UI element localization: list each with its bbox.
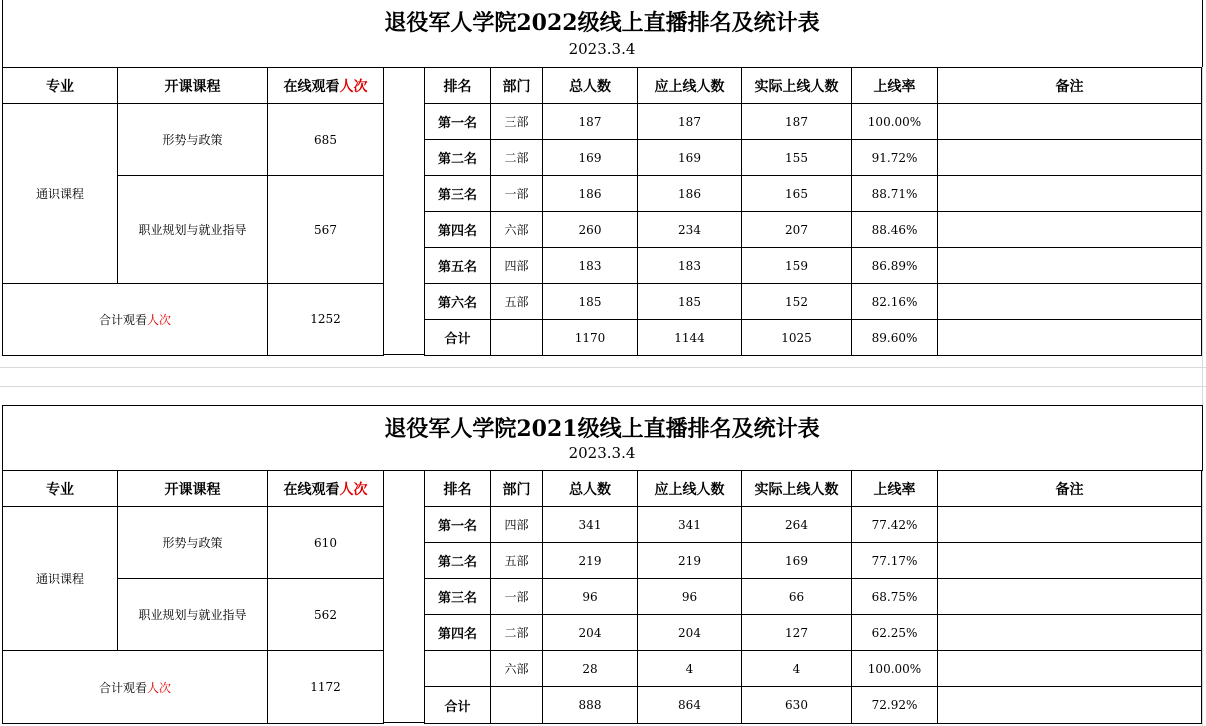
table-row xyxy=(425,104,1202,140)
table-row xyxy=(425,579,1202,615)
dept-cell: 二部 xyxy=(491,615,543,651)
total-cell: 96 xyxy=(543,579,638,615)
note-cell xyxy=(938,687,1202,724)
course-name: 形势与政策 xyxy=(118,104,268,176)
course-name: 职业规划与就业指导 xyxy=(118,579,268,651)
dept-cell: 四部 xyxy=(491,507,543,543)
total-label-text: 合计观看 xyxy=(98,312,147,327)
rank-cell: 第二名 xyxy=(425,543,491,579)
table-row xyxy=(425,176,1202,212)
expected-cell: 185 xyxy=(638,284,742,320)
rank-cell: 第三名 xyxy=(425,176,491,212)
total-cell: 169 xyxy=(543,140,638,176)
dept-cell: 三部 xyxy=(491,104,543,140)
table-date: 2023.3.4 xyxy=(568,444,636,462)
total-cell: 888 xyxy=(543,687,638,724)
rank-cell: 第一名 xyxy=(425,104,491,140)
course-table xyxy=(2,470,384,724)
dept-cell: 四部 xyxy=(491,248,543,284)
dept-cell xyxy=(491,320,543,356)
total-row xyxy=(425,320,1202,356)
expected-cell: 864 xyxy=(638,687,742,724)
total-label-unit: 人次 xyxy=(147,680,172,695)
note-cell xyxy=(938,543,1202,579)
table-row xyxy=(425,140,1202,176)
header-expected: 应上线人数 xyxy=(638,471,742,507)
table-row xyxy=(425,651,1202,687)
expected-cell: 186 xyxy=(638,176,742,212)
total-row xyxy=(425,687,1202,724)
course-name: 职业规划与就业指导 xyxy=(118,176,268,283)
course-table xyxy=(2,67,384,356)
course-views: 610 xyxy=(268,507,384,579)
note-cell xyxy=(938,320,1202,356)
total-views: 1252 xyxy=(268,283,384,355)
header-rank: 排名 xyxy=(425,68,491,104)
header-dept: 部门 xyxy=(491,471,543,507)
note-cell xyxy=(938,140,1202,176)
rank-cell: 第六名 xyxy=(425,284,491,320)
note-cell xyxy=(938,284,1202,320)
actual-cell: 66 xyxy=(742,579,852,615)
total-label-text: 合计观看 xyxy=(98,680,147,695)
rate-cell: 68.75% xyxy=(852,579,938,615)
table-title: 退役军人学院2022级线上直播排名及统计表 xyxy=(384,10,820,36)
rate-cell: 100.00% xyxy=(852,104,938,140)
total-label-unit: 人次 xyxy=(147,312,172,327)
note-cell xyxy=(938,212,1202,248)
dept-cell: 六部 xyxy=(491,651,543,687)
table-row xyxy=(425,615,1202,651)
sheet-gridline xyxy=(0,367,1206,368)
rate-cell: 89.60% xyxy=(852,320,938,356)
rate-cell: 82.16% xyxy=(852,284,938,320)
column-gap xyxy=(383,470,424,723)
table-row xyxy=(425,507,1202,543)
header-views-label: 在线观看 xyxy=(283,78,340,95)
actual-cell: 127 xyxy=(742,615,852,651)
header-expected: 应上线人数 xyxy=(638,68,742,104)
rank-cell: 第四名 xyxy=(425,615,491,651)
note-cell xyxy=(938,579,1202,615)
table-row xyxy=(425,212,1202,248)
rank-cell xyxy=(425,651,491,687)
rank-cell: 第五名 xyxy=(425,248,491,284)
actual-cell: 155 xyxy=(742,140,852,176)
header-rate: 上线率 xyxy=(852,471,938,507)
actual-cell: 4 xyxy=(742,651,852,687)
expected-cell: 234 xyxy=(638,212,742,248)
total-views: 1172 xyxy=(268,651,384,724)
rate-cell: 100.00% xyxy=(852,651,938,687)
header-actual: 实际上线人数 xyxy=(742,471,852,507)
header-views-unit: 人次 xyxy=(339,481,368,498)
total-cell: 185 xyxy=(543,284,638,320)
expected-cell: 169 xyxy=(638,140,742,176)
expected-cell: 4 xyxy=(638,651,742,687)
total-cell: 183 xyxy=(543,248,638,284)
rate-cell: 88.71% xyxy=(852,176,938,212)
category-cell: 通识课程 xyxy=(3,104,118,284)
expected-cell: 219 xyxy=(638,543,742,579)
rate-cell: 86.89% xyxy=(852,248,938,284)
note-cell xyxy=(938,176,1202,212)
total-cell: 187 xyxy=(543,104,638,140)
header-total: 总人数 xyxy=(543,471,638,507)
dept-cell: 二部 xyxy=(491,140,543,176)
sheet-gridline xyxy=(1202,0,1203,726)
header-views xyxy=(268,68,384,104)
dept-cell xyxy=(491,687,543,724)
actual-cell: 187 xyxy=(742,104,852,140)
dept-cell: 六部 xyxy=(491,212,543,248)
rate-cell: 77.42% xyxy=(852,507,938,543)
expected-cell: 187 xyxy=(638,104,742,140)
dept-cell: 五部 xyxy=(491,543,543,579)
header-views xyxy=(268,471,384,507)
ranking-table xyxy=(424,67,1202,356)
actual-cell: 1025 xyxy=(742,320,852,356)
actual-cell: 169 xyxy=(742,543,852,579)
table-date: 2023.3.4 xyxy=(568,40,636,58)
total-cell: 28 xyxy=(543,651,638,687)
actual-cell: 165 xyxy=(742,176,852,212)
header-major: 专业 xyxy=(3,68,118,104)
rate-cell: 77.17% xyxy=(852,543,938,579)
rate-cell: 91.72% xyxy=(852,140,938,176)
actual-cell: 152 xyxy=(742,284,852,320)
total-cell: 186 xyxy=(543,176,638,212)
table-row xyxy=(425,543,1202,579)
header-note: 备注 xyxy=(938,68,1202,104)
rate-cell: 62.25% xyxy=(852,615,938,651)
header-note: 备注 xyxy=(938,471,1202,507)
header-rank: 排名 xyxy=(425,471,491,507)
total-cell: 341 xyxy=(543,507,638,543)
course-name: 形势与政策 xyxy=(118,507,268,579)
header-actual: 实际上线人数 xyxy=(742,68,852,104)
header-views-unit: 人次 xyxy=(339,78,368,95)
rank-cell: 第四名 xyxy=(425,212,491,248)
course-views: 562 xyxy=(268,579,384,651)
total-cell: 204 xyxy=(543,615,638,651)
header-course: 开课课程 xyxy=(118,471,268,507)
header-rate: 上线率 xyxy=(852,68,938,104)
expected-cell: 96 xyxy=(638,579,742,615)
sheet-gridline xyxy=(0,386,1206,387)
rate-cell: 88.46% xyxy=(852,212,938,248)
actual-cell: 630 xyxy=(742,687,852,724)
table-row xyxy=(425,248,1202,284)
rank-cell: 第三名 xyxy=(425,579,491,615)
note-cell xyxy=(938,651,1202,687)
rank-cell: 合计 xyxy=(425,687,491,724)
column-gap xyxy=(383,67,424,355)
expected-cell: 204 xyxy=(638,615,742,651)
header-total: 总人数 xyxy=(543,68,638,104)
actual-cell: 264 xyxy=(742,507,852,543)
table-title: 退役军人学院2021级线上直播排名及统计表 xyxy=(384,416,820,442)
note-cell xyxy=(938,104,1202,140)
course-views: 685 xyxy=(268,104,384,176)
category-cell: 通识课程 xyxy=(3,507,118,651)
total-cell: 219 xyxy=(543,543,638,579)
note-cell xyxy=(938,507,1202,543)
total-label xyxy=(3,651,268,724)
ranking-table xyxy=(424,470,1202,724)
header-dept: 部门 xyxy=(491,68,543,104)
table-row xyxy=(425,284,1202,320)
dept-cell: 五部 xyxy=(491,284,543,320)
header-views-label: 在线观看 xyxy=(283,481,340,498)
note-cell xyxy=(938,615,1202,651)
dept-cell: 一部 xyxy=(491,579,543,615)
header-course: 开课课程 xyxy=(118,68,268,104)
rate-cell: 72.92% xyxy=(852,687,938,724)
expected-cell: 183 xyxy=(638,248,742,284)
header-major: 专业 xyxy=(3,471,118,507)
total-cell: 1170 xyxy=(543,320,638,356)
total-cell: 260 xyxy=(543,212,638,248)
note-cell xyxy=(938,248,1202,284)
actual-cell: 207 xyxy=(742,212,852,248)
actual-cell: 159 xyxy=(742,248,852,284)
expected-cell: 341 xyxy=(638,507,742,543)
total-label xyxy=(3,283,268,355)
dept-cell: 一部 xyxy=(491,176,543,212)
course-views: 567 xyxy=(268,176,384,283)
rank-cell: 合计 xyxy=(425,320,491,356)
expected-cell: 1144 xyxy=(638,320,742,356)
rank-cell: 第二名 xyxy=(425,140,491,176)
rank-cell: 第一名 xyxy=(425,507,491,543)
